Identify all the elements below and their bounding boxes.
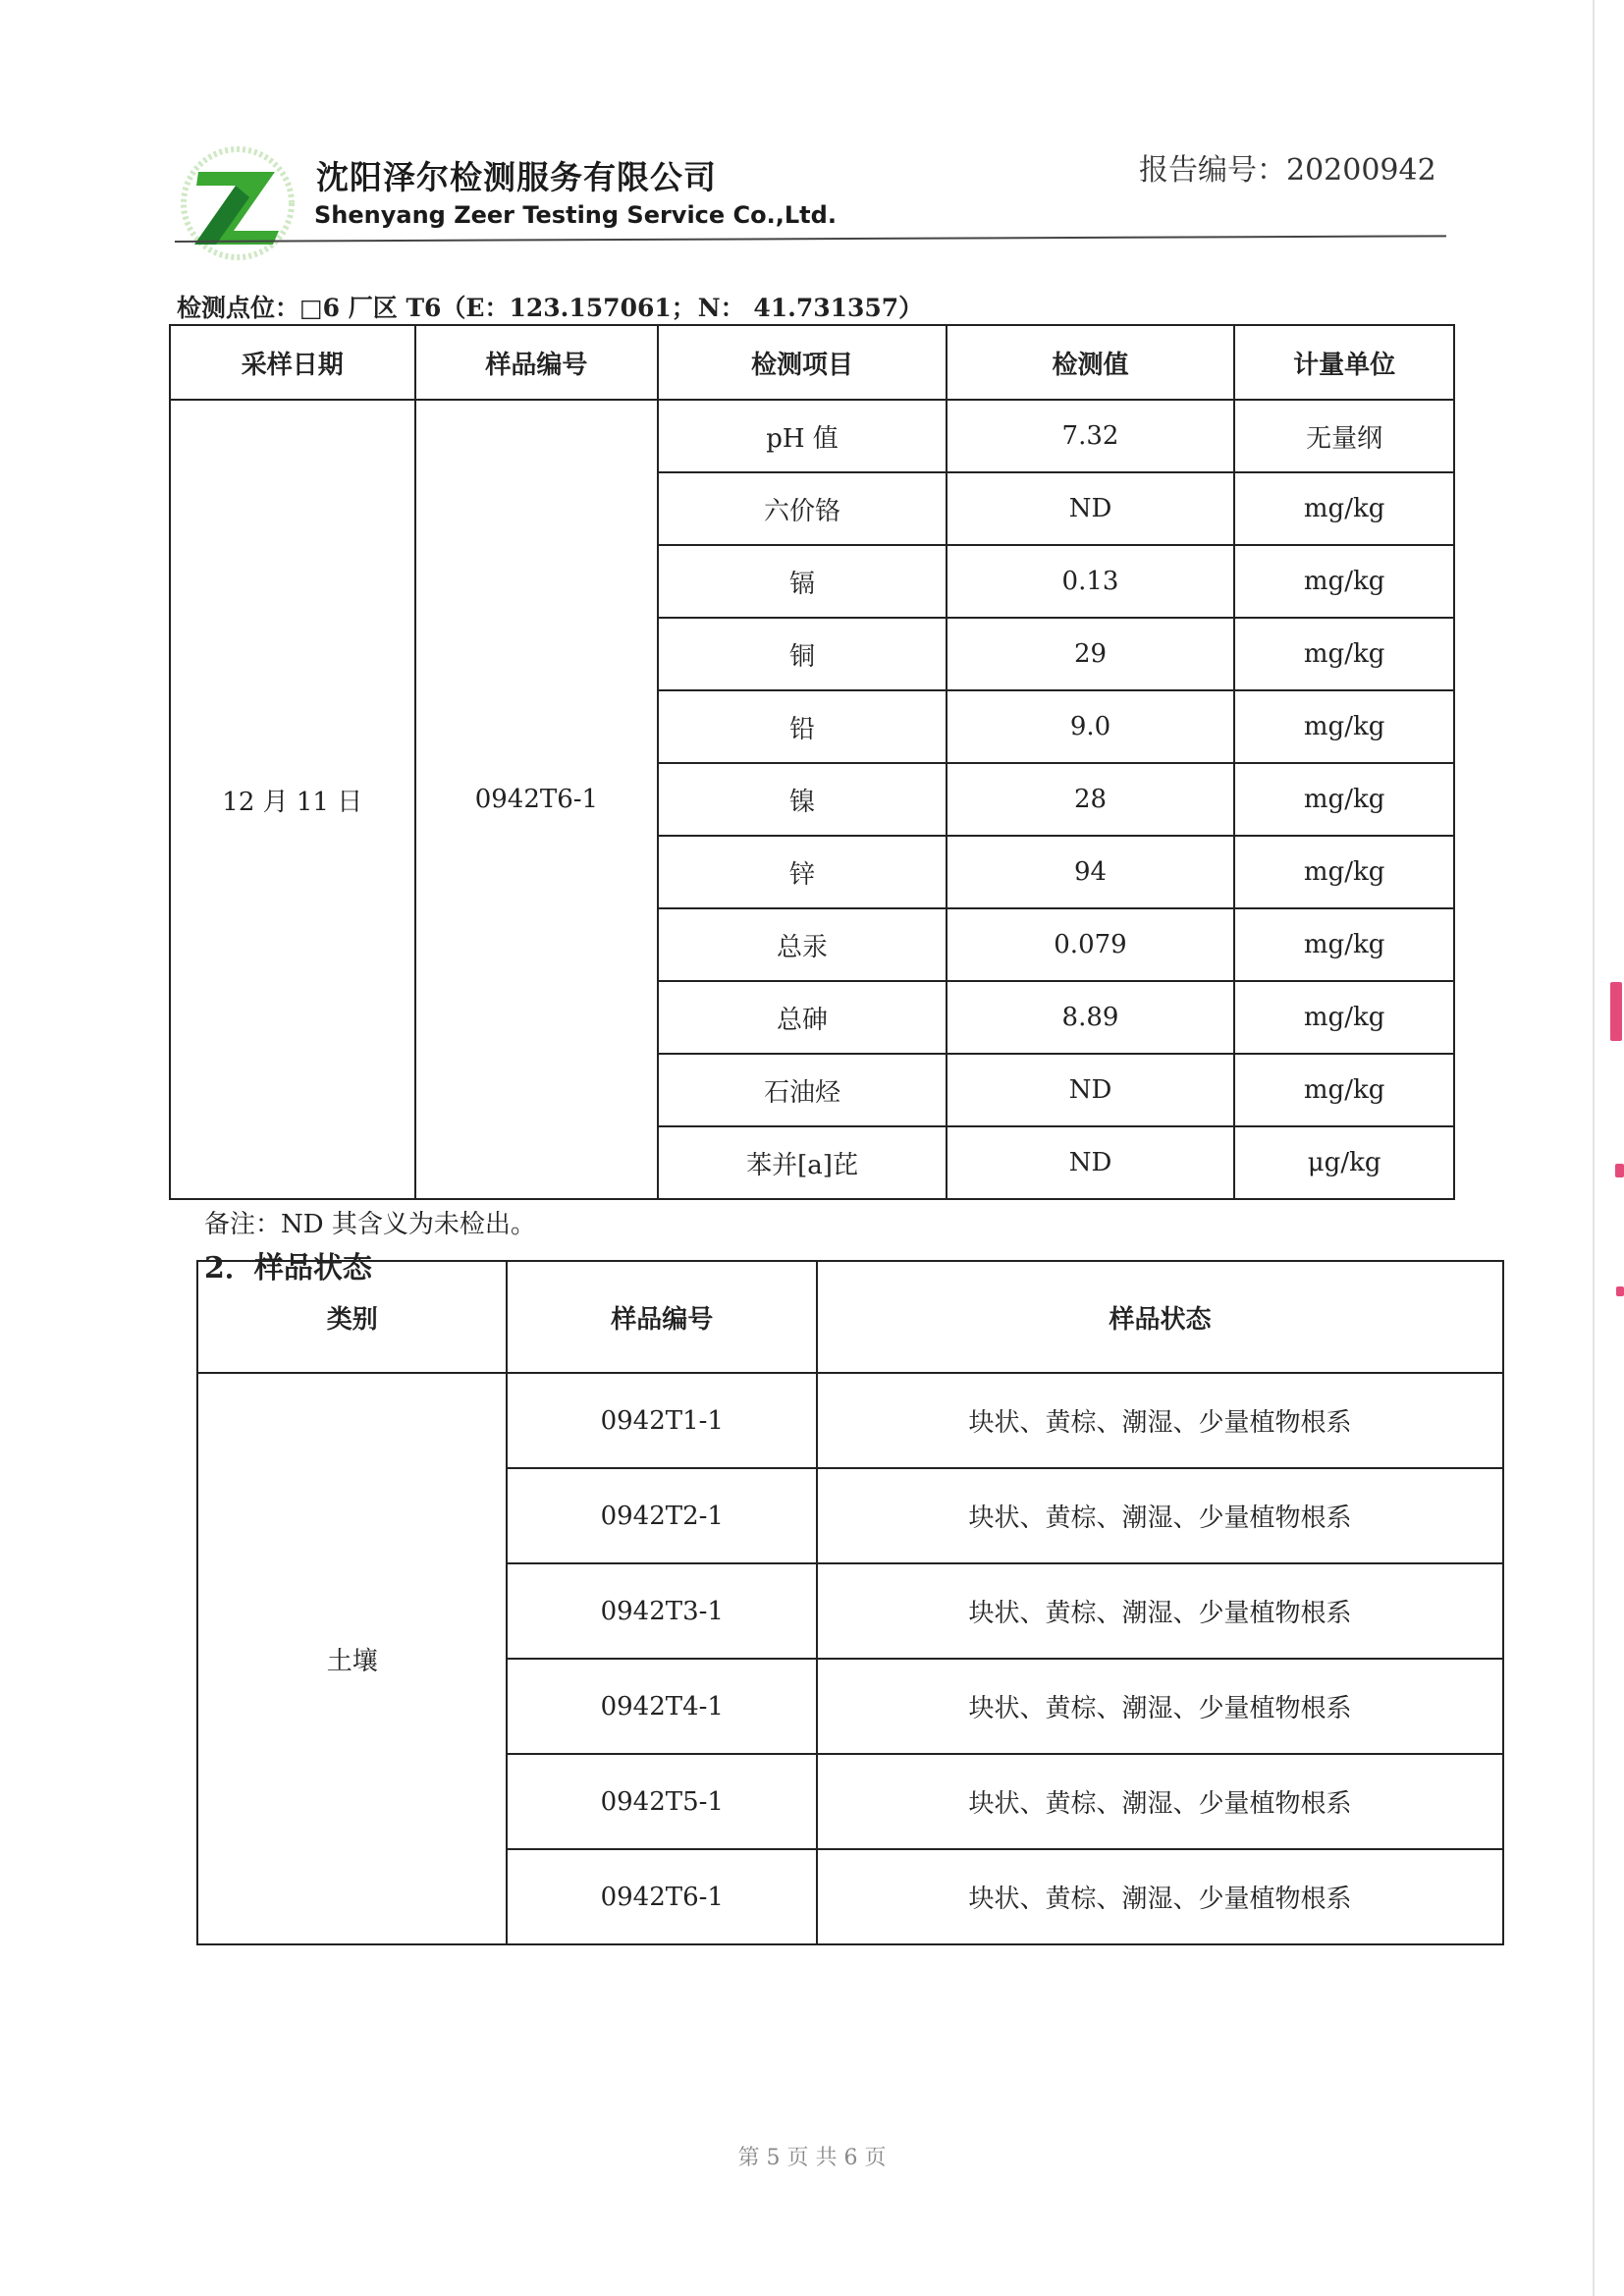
unit-cell: mg/kg — [1234, 1054, 1454, 1126]
unit-cell: mg/kg — [1234, 981, 1454, 1054]
unit-cell: mg/kg — [1234, 763, 1454, 836]
value-cell: 0.079 — [947, 908, 1235, 981]
item-cell: 锌 — [658, 836, 946, 908]
value-cell: 9.0 — [947, 690, 1235, 763]
value-cell: ND — [947, 1126, 1235, 1199]
stamp-fragment — [1610, 982, 1622, 1041]
section-heading-sample-state: 2．样品状态 — [204, 1251, 372, 1285]
unit-cell: 无量纲 — [1234, 400, 1454, 472]
category-cell: 土壤 — [197, 1373, 507, 1944]
header-divider — [175, 235, 1446, 243]
results-table — [169, 324, 1455, 1200]
company-name-cn: 沈阳泽尔检测服务有限公司 — [316, 158, 717, 196]
sample-state-header-row — [197, 1261, 1503, 1373]
unit-cell: mg/kg — [1234, 545, 1454, 618]
location-text: □6 厂区 T6（E：123.157061； — [299, 294, 696, 322]
value-cell: 28 — [947, 763, 1235, 836]
stamp-fragment — [1615, 1164, 1624, 1177]
page-number: 第 5 页 共 6 页 — [737, 2146, 887, 2170]
sample-id-cell: 0942T3-1 — [507, 1563, 817, 1659]
scan-edge-line — [1593, 0, 1595, 2296]
header-sample-state: 样品状态 — [817, 1261, 1503, 1373]
company-logo — [177, 142, 299, 265]
sampling-date-cell: 12 月 11 日 — [170, 400, 415, 1199]
item-cell: 镍 — [658, 763, 946, 836]
unit-cell: mg/kg — [1234, 908, 1454, 981]
location-n: N： 41.731357） — [697, 294, 924, 322]
item-cell: 石油烃 — [658, 1054, 946, 1126]
value-cell: 29 — [947, 618, 1235, 690]
unit-cell: mg/kg — [1234, 618, 1454, 690]
header-sample-id: 样品编号 — [415, 325, 659, 400]
state-cell: 块状、黄棕、潮湿、少量植物根系 — [817, 1849, 1503, 1944]
table-row — [197, 1373, 1503, 1468]
header-test-value: 检测值 — [947, 325, 1235, 400]
value-cell: 7.32 — [947, 400, 1235, 472]
value-cell: ND — [947, 1054, 1235, 1126]
sample-id-cell: 0942T5-1 — [507, 1754, 817, 1849]
item-cell: 六价铬 — [658, 472, 946, 545]
unit-cell: mg/kg — [1234, 472, 1454, 545]
results-header-row — [170, 325, 1454, 400]
report-number: 报告编号：20200942 — [1139, 153, 1436, 188]
value-cell: 94 — [947, 836, 1235, 908]
unit-cell: μg/kg — [1234, 1126, 1454, 1199]
value-cell: 0.13 — [947, 545, 1235, 618]
sample-id-cell: 0942T1-1 — [507, 1373, 817, 1468]
state-cell: 块状、黄棕、潮湿、少量植物根系 — [817, 1659, 1503, 1754]
item-cell: 铅 — [658, 690, 946, 763]
header-unit: 计量单位 — [1234, 325, 1454, 400]
state-cell: 块状、黄棕、潮湿、少量植物根系 — [817, 1373, 1503, 1468]
header-sampling-date: 采样日期 — [170, 325, 415, 400]
table-row — [170, 400, 1454, 472]
item-cell: 苯并[a]芘 — [658, 1126, 946, 1199]
sampling-location — [177, 289, 923, 324]
sample-id-cell: 0942T4-1 — [507, 1659, 817, 1754]
value-cell: 8.89 — [947, 981, 1235, 1054]
unit-cell: mg/kg — [1234, 836, 1454, 908]
item-cell: 总汞 — [658, 908, 946, 981]
state-cell: 块状、黄棕、潮湿、少量植物根系 — [817, 1754, 1503, 1849]
unit-cell: mg/kg — [1234, 690, 1454, 763]
value-cell: ND — [947, 472, 1235, 545]
item-cell: pH 值 — [658, 400, 946, 472]
stamp-fragment — [1616, 1286, 1624, 1296]
state-cell: 块状、黄棕、潮湿、少量植物根系 — [817, 1563, 1503, 1659]
company-name-en: Shenyang Zeer Testing Service Co.,Ltd. — [314, 201, 837, 229]
header-test-item: 检测项目 — [658, 325, 946, 400]
sample-id-cell: 0942T2-1 — [507, 1468, 817, 1563]
item-cell: 铜 — [658, 618, 946, 690]
footnote: 备注：ND 其含义为未检出。 — [204, 1210, 536, 1239]
item-cell: 镉 — [658, 545, 946, 618]
header-sample-id: 样品编号 — [507, 1261, 817, 1373]
state-cell: 块状、黄棕、潮湿、少量植物根系 — [817, 1468, 1503, 1563]
sample-state-table — [196, 1260, 1504, 1945]
location-label: 检测点位： — [177, 294, 300, 322]
sample-id-cell: 0942T6-1 — [507, 1849, 817, 1944]
header-category: 类别 — [197, 1261, 507, 1373]
sample-id-cell: 0942T6-1 — [415, 400, 659, 1199]
item-cell: 总砷 — [658, 981, 946, 1054]
